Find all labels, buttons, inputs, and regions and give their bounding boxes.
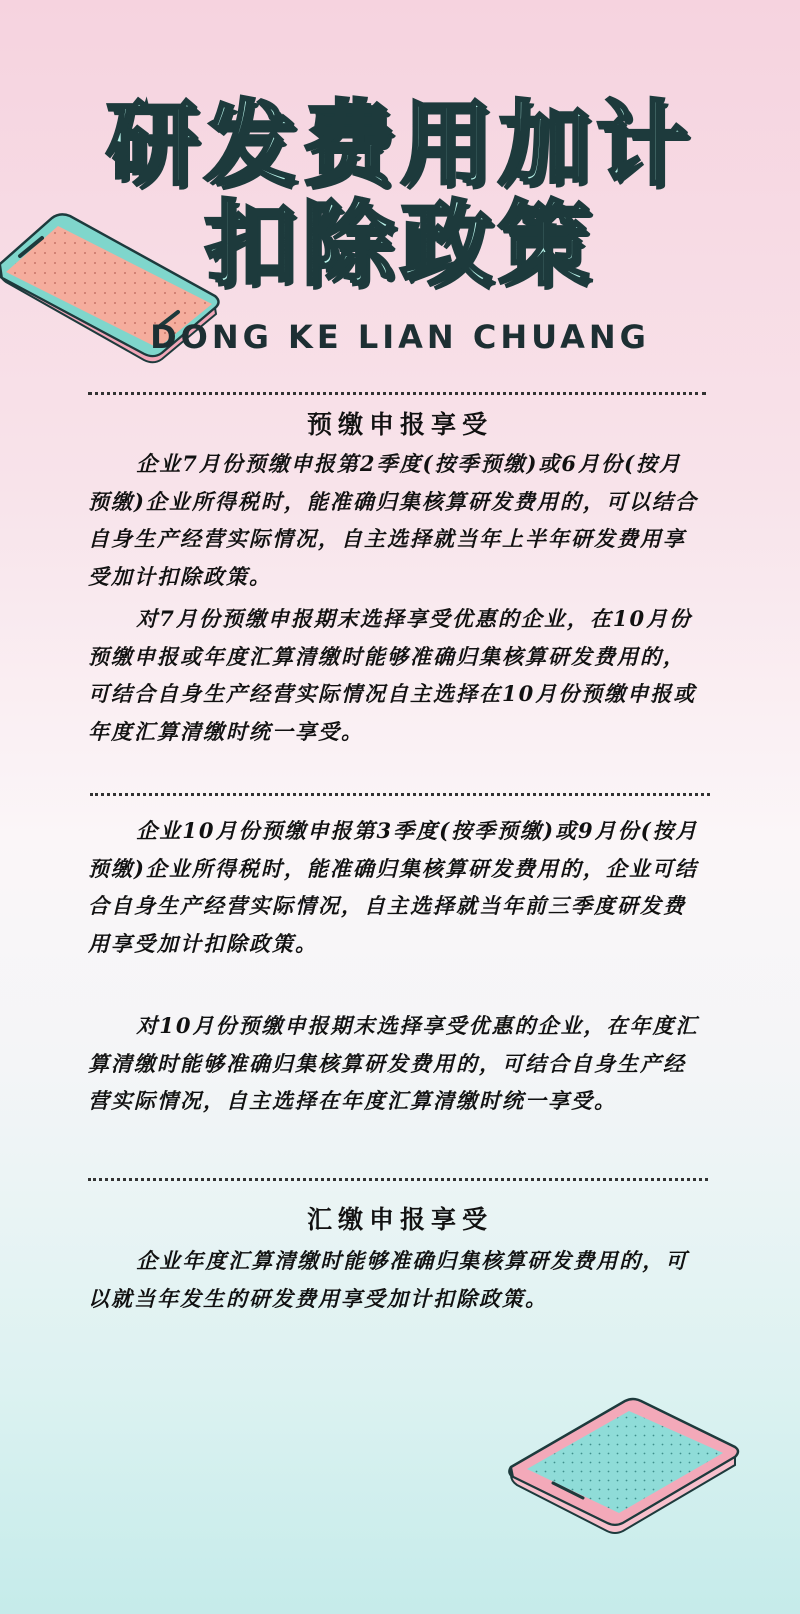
paragraph: 企业10月份预缴申报第3季度(按季预缴)或9月份(按月预缴)企业所得税时，能准确归集核算研发费用的，企业可结合自身生产经营实际情况，自主选择就当年前三季度研发费用享受加计扣除政策。 xyxy=(88,818,699,956)
divider xyxy=(90,793,710,796)
paragraph: 企业年度汇算清缴时能够准确归集核算研发费用的，可以就当年发生的研发费用享受加计扣除政策。 xyxy=(88,1248,689,1311)
section-title-annual: 汇缴申报享受 xyxy=(306,1205,493,1234)
section-title-prepay: 预缴申报享受 xyxy=(306,410,493,439)
paragraph: 对7月份预缴申报期末选择享受优惠的企业，在10月份预缴申报或年度汇算清缴时能够准确归集核算研发费用的，可结合自身生产经营实际情况自主选择在10月份预缴申报或年度汇算清缴时统一享受。 xyxy=(88,606,697,744)
divider xyxy=(88,1178,708,1181)
page-title xyxy=(0,91,800,298)
divider xyxy=(88,392,706,395)
title-line-1: 研发费用加计 xyxy=(105,91,694,198)
paragraph: 对10月份预缴申报期末选择享受优惠的企业，在年度汇算清缴时能够准确归集核算研发费用的，可结合自身生产经营实际情况，自主选择在年度汇算清缴时统一享受。 xyxy=(88,1013,699,1113)
title-line-2: 扣除政策 xyxy=(203,191,596,298)
paragraph: 企业7月份预缴申报第2季度(按季预缴)或6月份(按月预缴)企业所得税时，能准确归集核算研发费用的，可以结合自身生产经营实际情况，自主选择就当年上半年研发费用享受加计扣除政策。 xyxy=(88,451,698,589)
tablet-illustration xyxy=(505,1395,745,1535)
subtitle: DONG KE LIAN CHUANG xyxy=(150,318,650,356)
